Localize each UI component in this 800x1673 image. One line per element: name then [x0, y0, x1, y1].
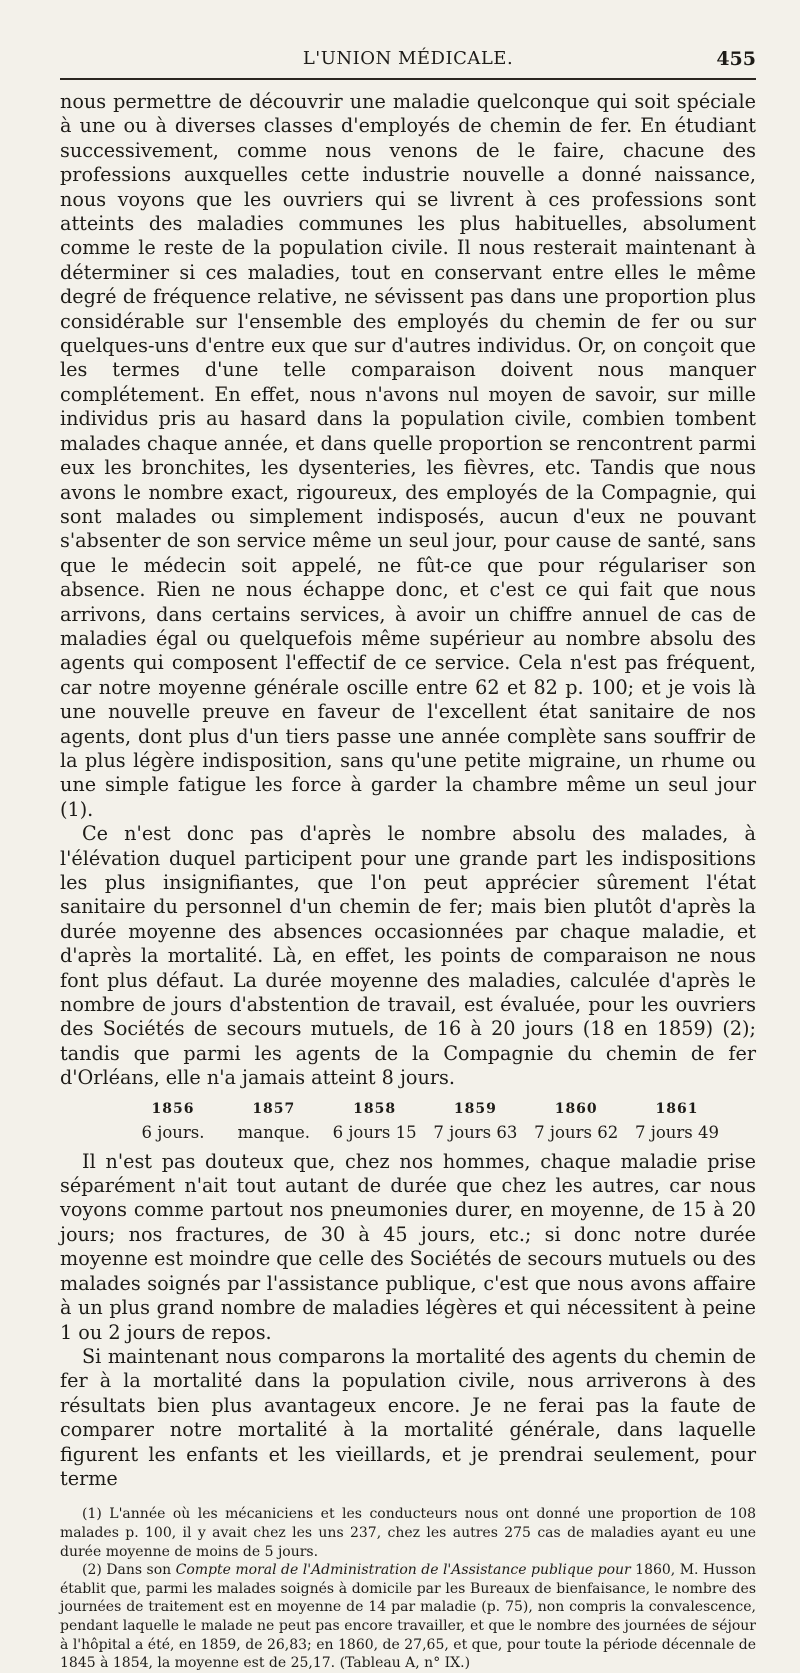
- year-1861: 1861: [655, 1100, 699, 1117]
- value-1857: manque.: [237, 1122, 310, 1142]
- value-1860: 7 jours 62: [534, 1122, 619, 1142]
- body-text: [60, 90, 756, 1491]
- paragraph-4: Si maintenant nous comparons la mortalité des agents du chemin de fer à la mortalité dans la population civile, nous arriverons à des résultats bien plus avantageux encore. Je ne ferai pas la faute de comparer notre mortalité à la mortalité générale, dans laquelle figurent les enfants et les vieillards, et je prendrai seulement, pour terme: [60, 1344, 756, 1490]
- duration-table: [60, 1101, 756, 1142]
- value-1861: 7 jours 49: [634, 1122, 719, 1142]
- value-1859: 7 jours 63: [433, 1122, 518, 1142]
- table-values-row: [60, 1123, 756, 1142]
- running-header: [60, 48, 756, 80]
- footnote-2: [60, 1561, 756, 1673]
- footnote-2-rest: 1860, M. Husson établit que, parmi les malades soignés à domicile par les Bureaux de bienfaisance, le nombre des journées de traitement est en moyenne de 14 par maladie (p. 75), non compris la convalescence, pendant laquelle le malade ne peut pas encore travailler, et que le nombre des journées de séjour à l'hôpital a été, en 1859, de 26,83; en 1860, de 27,65, et que, pour toute la période décennale de 1845 à 1854, la moyenne est de 25,17. (Tableau A, n° IX.): [60, 1562, 756, 1672]
- footnote-2-start: (2) Dans son: [82, 1562, 176, 1579]
- year-1858: 1858: [353, 1100, 397, 1117]
- paragraph-2: Ce n'est donc pas d'après le nombre absolu des malades, à l'élévation duquel participent pour une grande part les indispositions les plus insignifiantes, que l'on peut apprécier sûrement l'état sanitaire du personnel d'un chemin de fer; mais bien plutôt d'après la durée moyenne des absences occasionnées par chaque maladie, et d'après la mortalité. Là, en effet, les points de comparaison ne nous font plus défaut. La durée moyenne des maladies, calculée d'après le nombre de jours d'abstention de travail, est évaluée, pour les ouvriers des Sociétés de secours mutuels, de 16 à 20 jours (18 en 1859) (2); tandis que parmi les agents de la Compagnie du chemin de fer d'Orléans, elle n'a jamais atteint 8 jours.: [60, 822, 756, 1090]
- year-1856: 1856: [151, 1100, 195, 1117]
- page-number: 455: [716, 48, 756, 70]
- year-1857: 1857: [252, 1100, 296, 1117]
- year-1859: 1859: [453, 1100, 497, 1117]
- journal-title: L'UNION MÉDICALE.: [302, 48, 514, 69]
- year-1860: 1860: [554, 1100, 598, 1117]
- paragraph-1: nous permettre de découvrir une maladie quelconque qui soit spéciale à une ou à diverses classes d'employés de chemin de fer. En étudiant successivement, comme nous venons de le faire, chacune des professions auxquelles cette industrie nouvelle a donné naissance, nous voyons que les ouvriers qui se livrent à ces professions sont atteints des maladies communes les plus habituelles, absolument comme le reste de la population civile. Il nous resterait maintenant à déterminer si ces maladies, tout en conservant entre elles le même degré de fréquence relative, ne sévissent pas dans une proportion plus considérable sur l'ensemble des employés du chemin de fer ou sur quelques-uns d'entre eux que sur d'autres individus. Or, on conçoit que les termes d'une telle comparaison doivent nous manquer complétement. En effet, nous n'avons nul moyen de savoir, sur mille individus pris au hasard dans la population civile, combien tombent malades chaque année, et dans quelle proportion se rencontrent parmi eux les bronchites, les dysenteries, les fièvres, etc. Tandis que nous avons le nombre exact, rigoureux, des employés de la Compagnie, qui sont malades ou simplement indisposés, aucun d'eux ne pouvant s'absenter de son service même un seul jour, pour cause de santé, sans que le médecin soit appelé, ne fût-ce que pour régulariser son absence. Rien ne nous échappe donc, et c'est ce qui fait que nous arrivons, dans certains services, à avoir un chiffre annuel de cas de maladies égal ou quelquefois même supérieur au nombre absolu des agents qui composent l'effectif de ce service. Cela n'est pas fréquent, car notre moyenne générale oscille entre 62 et 82 p. 100; et je vois là une nouvelle preuve en faveur de l'excellent état sanitaire de nos agents, dont plus d'un tiers passe une année complète sans souffrir de la plus légère indisposition, sans qu'une petite migraine, un rhume ou une simple fatigue les force à garder la chambre même un seul jour (1).: [60, 90, 756, 821]
- paragraph-3: Il n'est pas douteux que, chez nos hommes, chaque maladie prise séparément n'ait tout autant de durée que chez les autres, car nous voyons comme partout nos pneumonies durer, en moyenne, de 15 à 20 jours; nos fractures, de 30 à 45 jours, etc.; si donc notre durée moyenne est moindre que celle des Sociétés de secours mutuels ou des malades soignés par l'assistance publique, c'est que nous avons affaire à un plus grand nombre de maladies légères et qui nécessitent à peine 1 ou 2 jours de repos.: [60, 1149, 756, 1344]
- table-years-row: [60, 1101, 756, 1117]
- value-1856: 6 jours.: [141, 1122, 205, 1142]
- footnote-2-title: Compte moral de l'Administration de l'Assistance publique pour: [175, 1562, 631, 1579]
- value-1858: 6 jours 15: [332, 1122, 417, 1142]
- footnote-1: (1) L'année où les mécaniciens et les conducteurs nous ont donné une proportion de 108 malades p. 100, il y avait chez les uns 237, chez les autres 275 cas de maladies ayant eu une durée moyenne de moins de 5 jours.: [60, 1506, 756, 1560]
- footnotes: [60, 1505, 756, 1672]
